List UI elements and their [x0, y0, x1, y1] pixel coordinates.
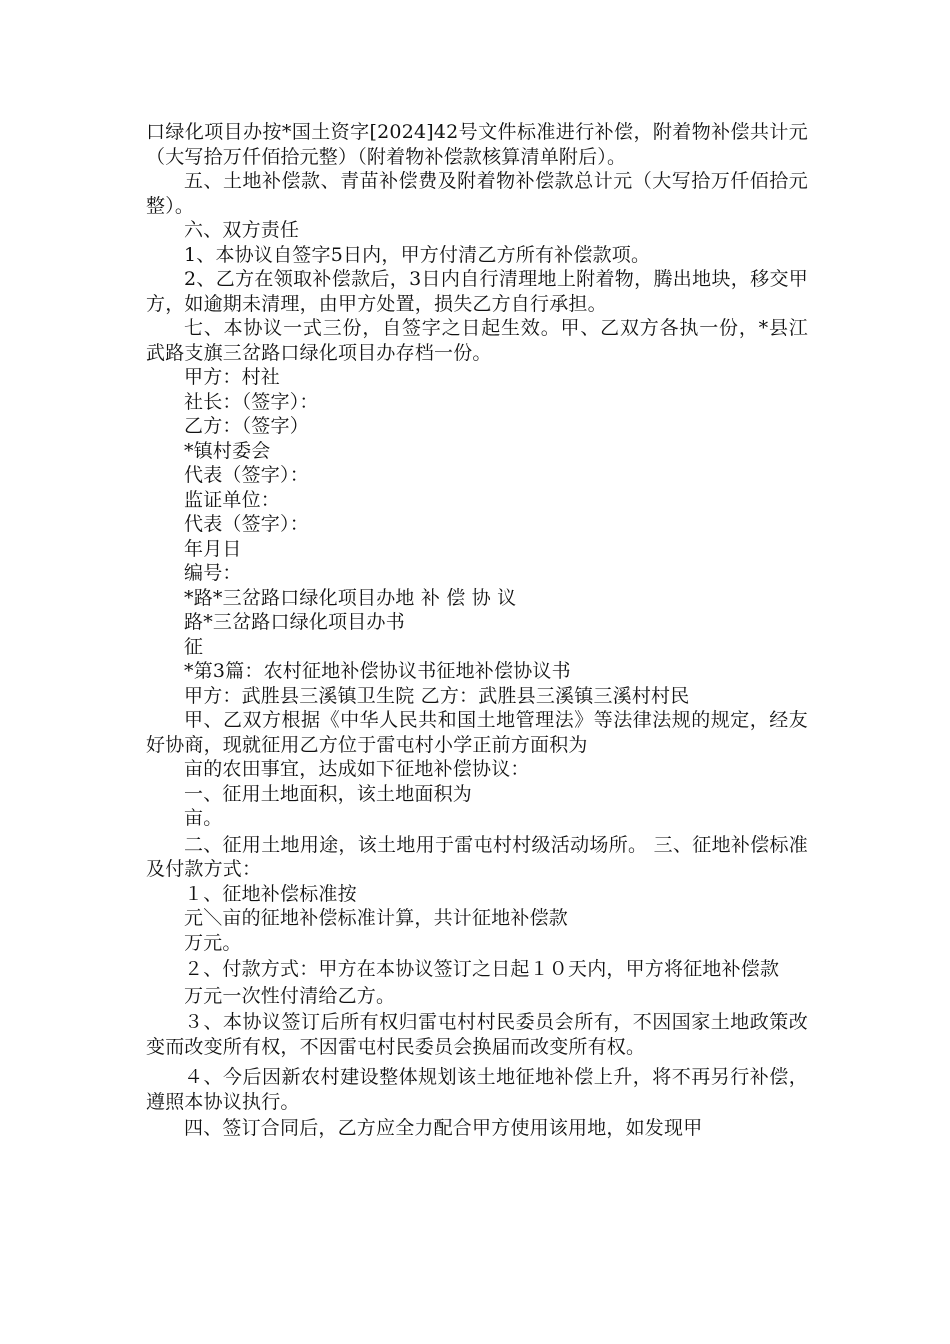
paragraph: 口绿化项目办按*国土资字[2024]42号文件标准进行补偿，附着物补偿共计元（大写拾万仟佰拾元整）（附着物补偿款核算清单附后）。: [146, 121, 808, 168]
paragraph: 亩。: [184, 807, 223, 829]
paragraph: 代表（签字）：: [184, 513, 309, 535]
paragraph: 1、本协议自签字5日内，甲方付清乙方所有补偿款项。: [184, 243, 651, 266]
document-body: [146, 120, 808, 1141]
paragraph: 代表（签字）：: [184, 464, 309, 486]
paragraph: 五、土地补偿款、青苗补偿费及附着物补偿款总计元（大写拾万仟佰拾元整）。: [146, 170, 808, 217]
paragraph: 2、乙方在领取补偿款后，3日内自行清理地上附着物，腾出地块，移交甲方，如逾期未清理，由甲方处置，损失乙方自行承担。: [146, 268, 808, 315]
paragraph: 六、双方责任: [184, 219, 300, 241]
paragraph: 征: [184, 635, 204, 658]
paragraph: 一、征用土地面积，该土地面积为: [184, 782, 473, 805]
paragraph: 编号：: [184, 562, 242, 584]
paragraph: １、征地补偿标准按: [184, 882, 357, 905]
paragraph: 社长：（签字）：: [184, 390, 319, 413]
paragraph: 七、本协议一式三份，自签字之日起生效。甲、乙双方各执一份，*县江武路支旗三岔路口绿化项目办存档一份。: [146, 317, 808, 364]
paragraph: *第3篇：农村征地补偿协议书征地补偿协议书: [184, 660, 571, 682]
paragraph: 元＼亩的征地补偿标准计算，共计征地补偿款: [184, 907, 569, 929]
paragraph: *路*三岔路口绿化项目办地 补 偿 协 议: [184, 586, 517, 609]
paragraph: 路*三岔路口绿化项目办书: [184, 611, 405, 633]
paragraph: ２、付款方式：甲方在本协议签订之日起１０天内，甲方将征地补偿款: [184, 958, 780, 980]
paragraph: 万元。: [184, 931, 242, 954]
paragraph: 监证单位：: [184, 488, 281, 511]
paragraph: 甲方：武胜县三溪镇卫生院 乙方：武胜县三溪镇三溪村村民: [184, 684, 690, 707]
paragraph: ４、今后因新农村建设整体规划该土地征地补偿上升，将不再另行补偿，遵照本协议执行。: [146, 1066, 808, 1113]
paragraph: 二、征用土地用途，该土地用于雷屯村村级活动场所。 三、征地补偿标准及付款方式：: [146, 833, 808, 880]
paragraph: 亩的农田事宜，达成如下征地补偿协议：: [184, 758, 530, 780]
paragraph: 乙方：（签字）: [184, 415, 309, 437]
paragraph: 甲、乙双方根据《中华人民共和国土地管理法》等法律法规的规定，经友好协商，现就征用乙方位于雷屯村小学正前方面积为: [146, 709, 808, 756]
paragraph: ３、本协议签订后所有权归雷屯村村民委员会所有，不因国家土地政策改变而改变所有权，不因雷屯村民委员会换届而改变所有权。: [146, 1011, 808, 1058]
paragraph: 甲方：村社: [184, 366, 281, 388]
paragraph: *镇村委会: [184, 439, 271, 462]
paragraph: 万元一次性付清给乙方。: [184, 984, 396, 1007]
paragraph: 年月日: [184, 537, 242, 560]
paragraph: 四、签订合同后，乙方应全力配合甲方使用该用地，如发现甲: [184, 1117, 703, 1139]
